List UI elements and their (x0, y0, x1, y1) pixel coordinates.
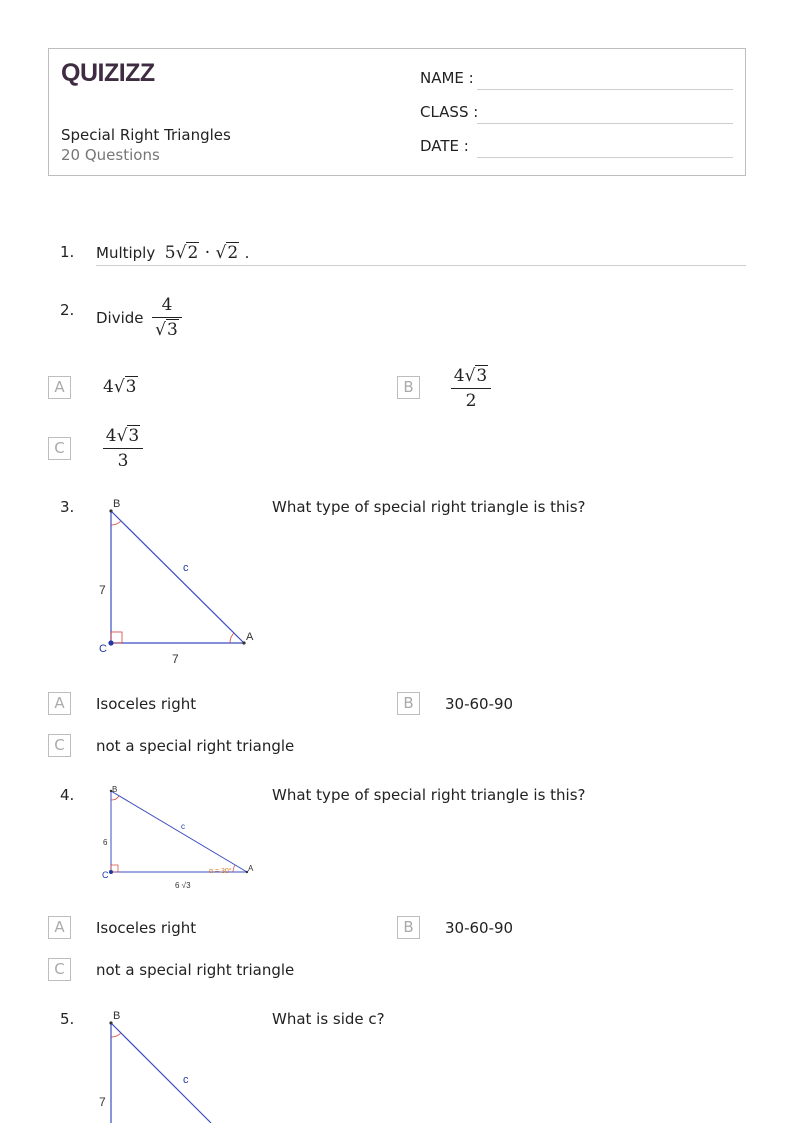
q3-point-c (108, 640, 113, 645)
q4-point-c (109, 870, 113, 874)
q3-option-c-box[interactable]: C (48, 734, 71, 757)
q4-option-b-text: 30-60-90 (445, 919, 514, 937)
q4-option-a-text: Isoceles right (96, 919, 197, 937)
q5-text: What is side c? (272, 1010, 385, 1028)
q3-text: What type of special right triangle is this? (272, 498, 586, 516)
q3-option-b-text: 30-60-90 (445, 695, 514, 713)
q4-side-hypotenuse (111, 791, 247, 872)
q4-label-a: A (248, 864, 254, 873)
q1-dot: · (204, 243, 211, 263)
q4-option-c-text: not a special right triangle (96, 961, 295, 979)
q2-number: 2. (60, 301, 75, 319)
worksheet-header (48, 48, 746, 176)
q4-option-a-box[interactable]: A (48, 916, 71, 939)
quizizz-logo: QUIZIZZ (61, 59, 155, 87)
q1-suffix: . (244, 244, 250, 262)
q4-text: What type of special right triangle is this? (272, 786, 586, 804)
q2-option-a-value: 4√3 (103, 377, 137, 397)
q1-answer-line (96, 265, 746, 266)
q2-option-c-box[interactable]: C (48, 437, 71, 460)
q3-option-a-text: Isoceles right (96, 695, 197, 713)
q1-text (96, 243, 249, 263)
class-label: CLASS : (420, 103, 479, 121)
class-line (477, 123, 733, 124)
q4-label-b: B (112, 785, 118, 794)
q3-angle-a-arc (230, 633, 234, 643)
q3-option-a-box[interactable]: A (48, 692, 71, 715)
q3-label-side-c: c (183, 562, 189, 574)
q1-rad2: 2 (227, 243, 239, 263)
q4-label-angle: α = 30° (209, 868, 232, 875)
q3-label-b: B (113, 498, 121, 510)
q4-angle-a-arc (233, 865, 235, 872)
name-line (477, 89, 733, 90)
q1-coef: 5 (164, 243, 176, 263)
q5-label-side-c: c (183, 1074, 189, 1086)
q2-option-a-box[interactable]: A (48, 376, 71, 399)
q3-label-a: A (246, 631, 254, 643)
q4-label-side-c: c (181, 822, 185, 831)
q4-triangle-figure (96, 783, 266, 893)
q3-label-c: C (99, 643, 107, 655)
q5-number: 5. (60, 1010, 75, 1028)
date-label: DATE : (420, 137, 469, 155)
q4-angle-b-arc (111, 796, 119, 800)
q2-prefix: Divide (96, 309, 144, 327)
date-line (477, 157, 733, 158)
q2-option-b-box[interactable]: B (397, 376, 420, 399)
question-count: 20 Questions (61, 146, 160, 164)
q4-option-c-box[interactable]: C (48, 958, 71, 981)
q2-fraction (152, 295, 182, 340)
q1-expression: 5√2 · √2 (164, 243, 239, 263)
q4-label-c: C (102, 870, 109, 880)
q5-label-left: 7 (99, 1095, 106, 1109)
q2-option-c-value: $\frac{4√3}{3}$ (103, 426, 143, 471)
q4-option-b-box[interactable]: B (397, 916, 420, 939)
q4-number: 4. (60, 786, 75, 804)
q4-label-left: 6 (103, 838, 108, 847)
name-label: NAME : (420, 69, 474, 87)
q1-rad1: 2 (187, 243, 199, 263)
q1-prefix: Multiply (96, 244, 156, 262)
q3-angle-b-arc (111, 521, 121, 525)
q3-label-left: 7 (99, 583, 106, 597)
q3-option-b-box[interactable]: B (397, 692, 420, 715)
q3-label-bottom: 7 (172, 652, 179, 666)
q5-angle-b-arc (111, 1033, 121, 1037)
q1-number: 1. (60, 243, 75, 261)
q2-denominator: √3 (152, 317, 182, 340)
q5-label-b: B (113, 1010, 121, 1022)
q3-triangle-figure (90, 492, 260, 672)
worksheet-title: Special Right Triangles (61, 126, 231, 144)
q3-side-hypotenuse (111, 511, 244, 643)
q5-triangle-figure (90, 1004, 220, 1123)
q3-option-c-text: not a special right triangle (96, 737, 295, 755)
q3-number: 3. (60, 498, 75, 516)
q4-label-bottom: 6 √3 (175, 881, 191, 890)
q2-option-b-value: $\frac{4√3}{2}$ (451, 366, 491, 411)
q5-side-hypotenuse (111, 1023, 211, 1123)
q2-numerator: 4 (161, 295, 173, 315)
